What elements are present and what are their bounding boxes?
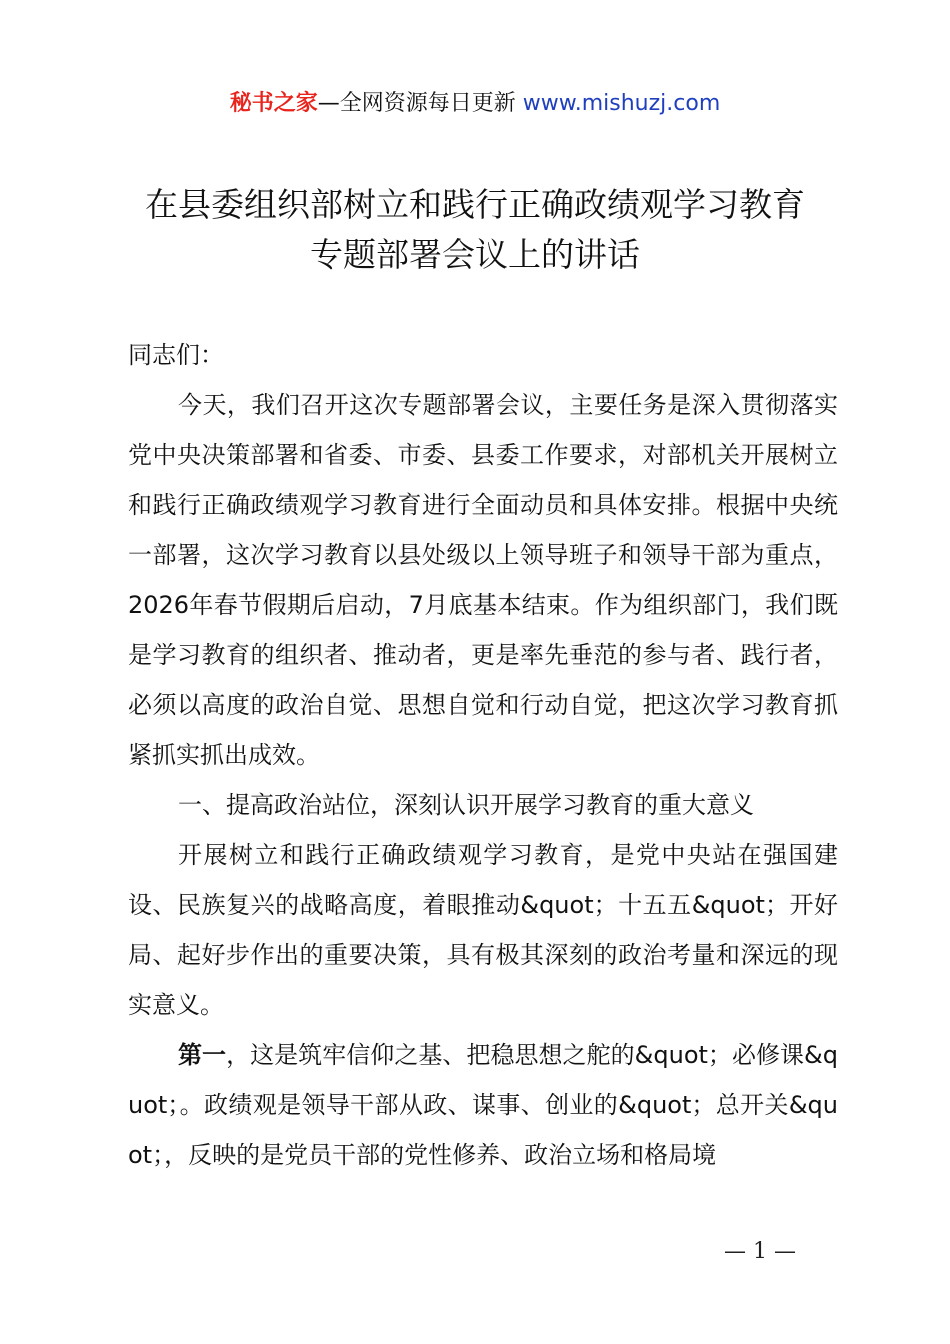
paragraph-3-lead: 第一 bbox=[178, 1041, 227, 1069]
paragraph-3-text: ，这是筑牢信仰之基、把稳思想之舵的&quot；必修课&quot；。政绩观是领导干部从政、谋事、创业的&quot；总开关&quot；，反映的是党员干部的党性修养、政治立场和格局境 bbox=[128, 1041, 839, 1169]
site-url-link[interactable]: www.mishuzj.com bbox=[522, 91, 721, 116]
header-tagline: —全网资源每日更新 bbox=[317, 91, 523, 116]
title-line-1: 在县委组织部树立和践行正确政绩观学习教育 bbox=[145, 185, 805, 224]
paragraph-1: 今天，我们召开这次专题部署会议，主要任务是深入贯彻落实党中央决策部署和省委、市委、县委工作要求，对部机关开展树立和践行正确政绩观学习教育进行全面动员和具体安排。根据中央统一部署，这次学习教育以县处级以上领导班子和领导干部为重点，2026年春节假期后启动，7月底基本结束。作为组织部门，我们既是学习教育的组织者、推动者，更是率先垂范的参与者、践行者，必须以高度的政治自觉、思想自觉和行动自觉，把这次学习教育抓紧抓实抓出成效。 bbox=[128, 391, 838, 769]
site-header bbox=[0, 88, 950, 120]
salutation: 同志们： bbox=[128, 341, 224, 369]
page-number: — 1 — bbox=[724, 1239, 796, 1264]
paragraph-3 bbox=[128, 1030, 838, 1180]
document-title bbox=[0, 180, 950, 280]
paragraph-2: 开展树立和践行正确政绩观学习教育，是党中央站在强国建设、民族复兴的战略高度，着眼推动&quot；十五五&quot；开好局、起好步作出的重要决策，具有极其深刻的政治考量和深远的现实意义。 bbox=[128, 841, 838, 1019]
section-heading-1: 一、提高政治站位，深刻认识开展学习教育的重大意义 bbox=[178, 791, 754, 819]
title-line-2: 专题部署会议上的讲话 bbox=[310, 235, 640, 274]
brand-name: 秘书之家 bbox=[229, 91, 318, 116]
document-body bbox=[128, 330, 838, 1180]
